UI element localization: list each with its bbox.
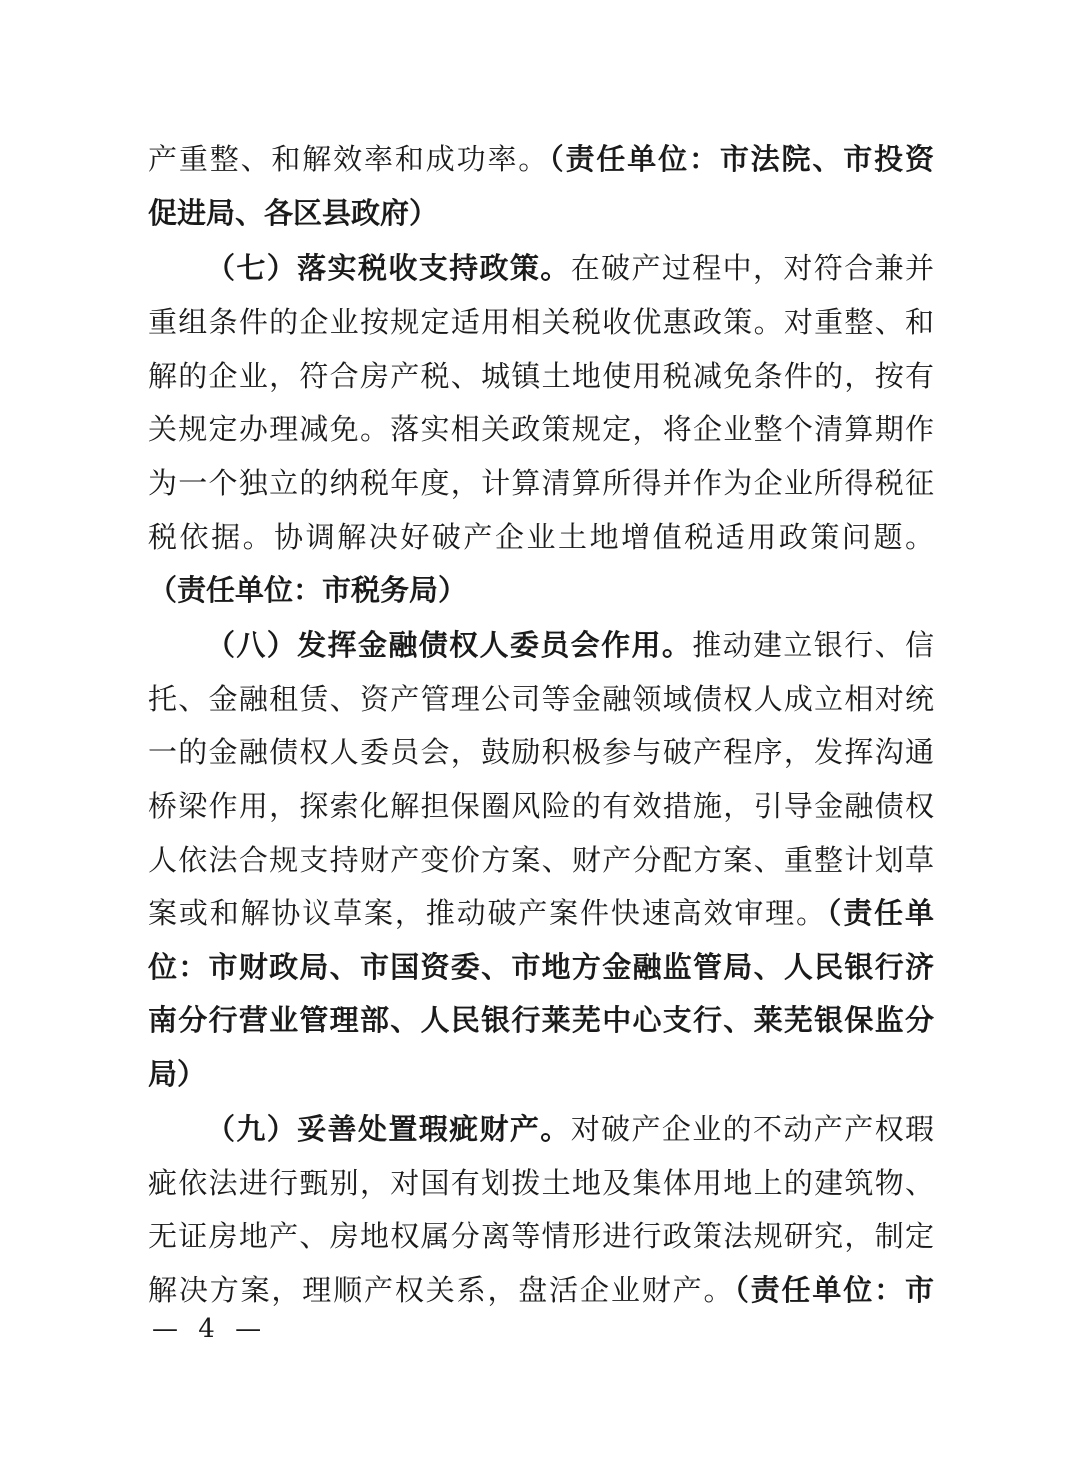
text-line [148,193,438,233]
text-span: 解的企业，符合房产税、城镇土地使用税减免条件的，按有 [148,359,934,393]
text-span: 产重整、和解效率和成功率。 [148,142,550,176]
section-heading: （七）落实税收支持政策。 [206,251,571,285]
paragraph-heading-line [206,248,934,288]
text-span: 税依据。协调解决好破产企业土地增值税适用政策问题。 [148,520,934,554]
text-line [148,893,934,933]
text-line [148,1163,934,1203]
text-line [148,302,934,342]
text-line [148,463,934,503]
text-span: 重组条件的企业按规定适用相关税收优惠政策。对重整、和 [148,305,934,339]
text-line [148,409,934,449]
text-span: （责任单 [826,896,934,930]
text-span: 案或和解协议草案，推动破产案件快速高效审理。 [148,896,827,930]
text-span: 关规定办理减免。落实相关政策规定，将企业整个清算期作 [148,412,934,446]
text-span: 为一个独立的纳税年度，计算清算所得并作为企业所得税征 [148,466,934,500]
text-line [148,1216,934,1256]
text-span: 托、金融租赁、资产管理公司等金融领域债权人成立相对统 [148,682,934,716]
text-span: 疵依法进行甄别，对国有划拨土地及集体用地上的建筑物、 [148,1166,934,1200]
text-span: 位：市财政局、市国资委、市地方金融监管局、人民银行济 [148,950,934,984]
text-line [148,732,934,772]
text-span: （责任单位：市法院、市投资 [549,142,934,176]
text-line [148,1270,934,1310]
text-line [148,570,467,610]
paragraph-heading-line [206,625,934,665]
text-line [148,947,934,987]
page-number: — 4 — [152,1314,268,1344]
text-span: 人依法合规支持财产变价方案、财产分配方案、重整计划草 [148,843,934,877]
text-line [148,356,934,396]
text-span: 无证房地产、房地权属分离等情形进行政策法规研究，制定 [148,1219,934,1253]
text-span: 推动建立银行、信 [692,628,934,662]
text-line [148,679,934,719]
text-span: 解决方案，理顺产权关系，盘活企业财产。 [148,1273,735,1307]
text-line [148,786,934,826]
paragraph-heading-line [206,1109,934,1149]
text-span: 南分行营业管理部、人民银行莱芜中心支行、莱芜银保监分 [148,1003,934,1037]
text-span: 一的金融债权人委员会，鼓励积极参与破产程序，发挥沟通 [148,735,934,769]
text-line [148,1000,934,1040]
text-span: 桥梁作用，探索化解担保圈风险的有效措施，引导金融债权 [148,789,934,823]
text-span: 在破产过程中，对符合兼并 [570,251,934,285]
text-line [148,517,934,557]
section-heading: （九）妥善处置瑕疵财产。 [206,1112,571,1146]
text-span: （责任单位：市税务局） [148,573,468,607]
text-span: 促进局、各区县政府） [148,196,439,230]
text-line [148,1054,206,1094]
text-span: （责任单位：市 [734,1273,934,1307]
text-line [148,139,934,179]
text-line [148,840,934,880]
text-span: 局） [148,1057,207,1091]
text-span: 对破产企业的不动产产权瑕 [570,1112,934,1146]
section-heading: （八）发挥金融债权人委员会作用。 [206,628,693,662]
